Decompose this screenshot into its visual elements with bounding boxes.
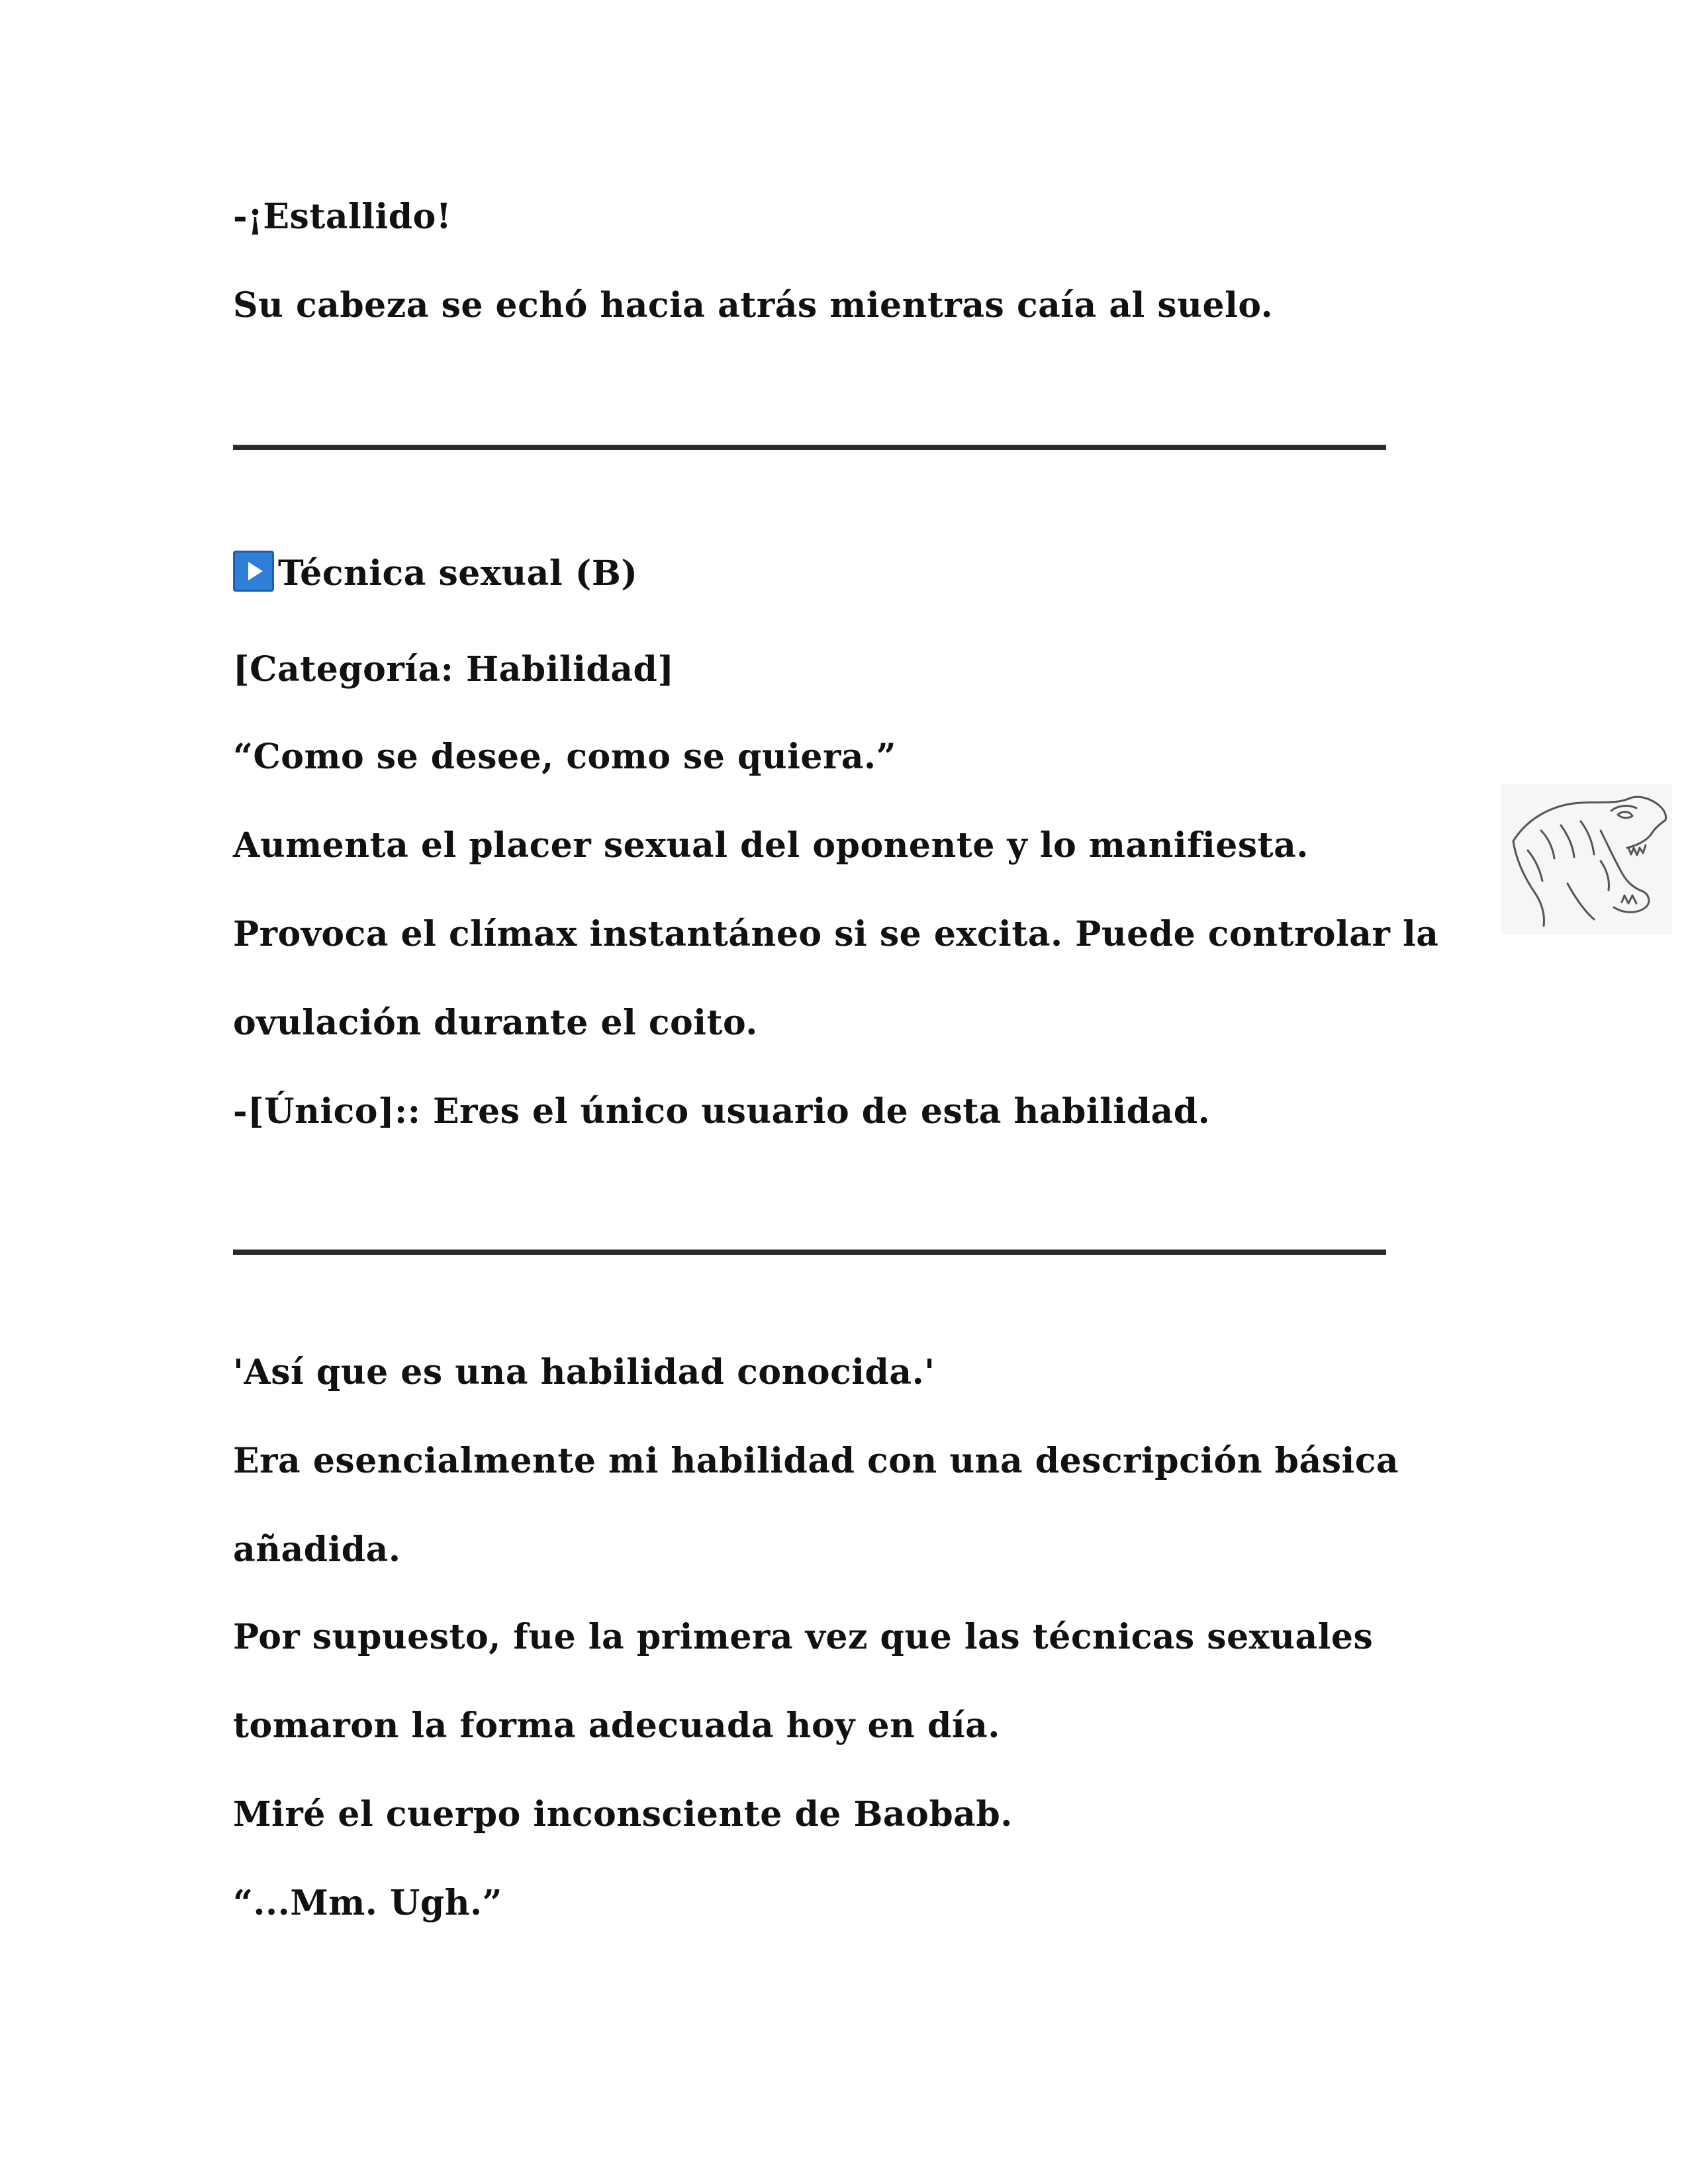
narrative-line-4: Por supuesto, fue la primera vez que las técnicas sexuales (233, 1617, 1374, 1657)
narrative-line-3: añadida. (233, 1529, 401, 1570)
skill-description-line-2: Provoca el clímax instantáneo si se excita. Puede controlar la (233, 914, 1439, 954)
narrative-line-1: 'Así que es una habilidad conocida.' (233, 1352, 935, 1392)
narrative-line-2: Era esencialmente mi habilidad con una descripción básica (233, 1441, 1399, 1481)
intro-line-1: -¡Estallido! (233, 197, 452, 237)
narrative-line-6: Miré el cuerpo inconsciente de Baobab. (233, 1794, 1013, 1835)
skill-category: [Categoría: Habilidad] (233, 649, 675, 690)
section-divider-top (233, 445, 1386, 450)
narrative-line-5: tomaron la forma adecuada hoy en día. (233, 1706, 1000, 1746)
skill-description-line-1: Aumenta el placer sexual del oponente y lo manifiesta. (233, 825, 1309, 866)
play-button-icon (233, 551, 274, 592)
skill-unique: -[Único]:: Eres el único usuario de esta habilidad. (233, 1091, 1211, 1132)
narrative-line-7: “...Mm. Ugh.” (233, 1883, 503, 1923)
intro-line-2: Su cabeza se echó hacia atrás mientras caía al suelo. (233, 285, 1274, 326)
section-divider-bottom (233, 1250, 1386, 1255)
dinosaur-head-sketch (1501, 784, 1672, 934)
skill-title-row (233, 551, 637, 595)
skill-quote: “Como se desee, como se quiera.” (233, 737, 897, 777)
skill-title: Técnica sexual (B) (278, 553, 638, 594)
dinosaur-sketch-drawing (1501, 784, 1672, 934)
skill-description-line-3: ovulación durante el coito. (233, 1003, 758, 1043)
